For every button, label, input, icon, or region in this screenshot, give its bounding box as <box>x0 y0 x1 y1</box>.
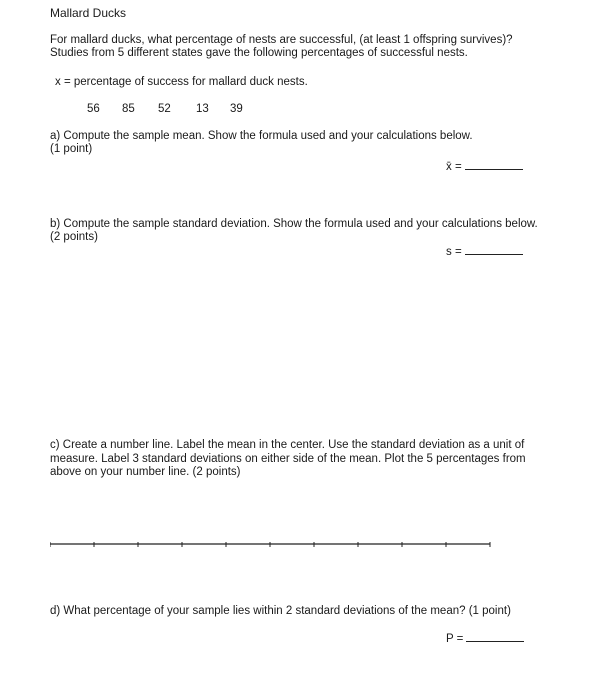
data-value-3: 52 <box>158 103 171 115</box>
question-d-text: d) What percentage of your sample lies within 2 standard deviations of the mean? (1 point) <box>50 605 511 617</box>
page-title: Mallard Ducks <box>50 6 127 20</box>
question-a-line-1: a) Compute the sample mean. Show the formula used and your calculations below. <box>50 130 473 142</box>
intro-line-2: Studies from 5 different states gave the following percentages of successful nests. <box>50 47 468 59</box>
data-value-1: 56 <box>87 103 100 115</box>
mean-answer-blank[interactable] <box>465 160 523 170</box>
question-b-line-2: (2 points) <box>50 231 98 243</box>
percentage-answer-label: P = <box>446 633 464 645</box>
question-c-line-1: c) Create a number line. Label the mean in the center. Use the standard deviation as a unit of <box>50 439 525 451</box>
question-b-line-1: b) Compute the sample standard deviation. Show the formula used and your calculations below. <box>50 218 538 230</box>
percentage-answer[interactable] <box>446 632 524 646</box>
question-c-line-3: above on your number line. (2 points) <box>50 466 241 478</box>
intro-line-1: For mallard ducks, what percentage of nests are successful, (at least 1 offspring survives)? <box>50 34 513 46</box>
percentage-answer-blank[interactable] <box>466 632 524 642</box>
data-value-5: 39 <box>230 103 243 115</box>
data-value-4: 13 <box>196 103 209 115</box>
number-line[interactable] <box>50 536 492 552</box>
mean-answer-label: x̄ = <box>446 161 462 173</box>
variable-definition: x = percentage of success for mallard duck nests. <box>55 76 308 88</box>
std-dev-answer-blank[interactable] <box>465 245 523 255</box>
std-dev-answer[interactable] <box>446 245 523 259</box>
std-dev-answer-label: s = <box>446 246 462 258</box>
question-a-line-2: (1 point) <box>50 143 93 155</box>
data-value-2: 85 <box>122 103 135 115</box>
question-c-line-2: measure. Label 3 standard deviations on either side of the mean. Plot the 5 percentages from <box>50 453 526 465</box>
mean-answer[interactable] <box>446 160 523 174</box>
